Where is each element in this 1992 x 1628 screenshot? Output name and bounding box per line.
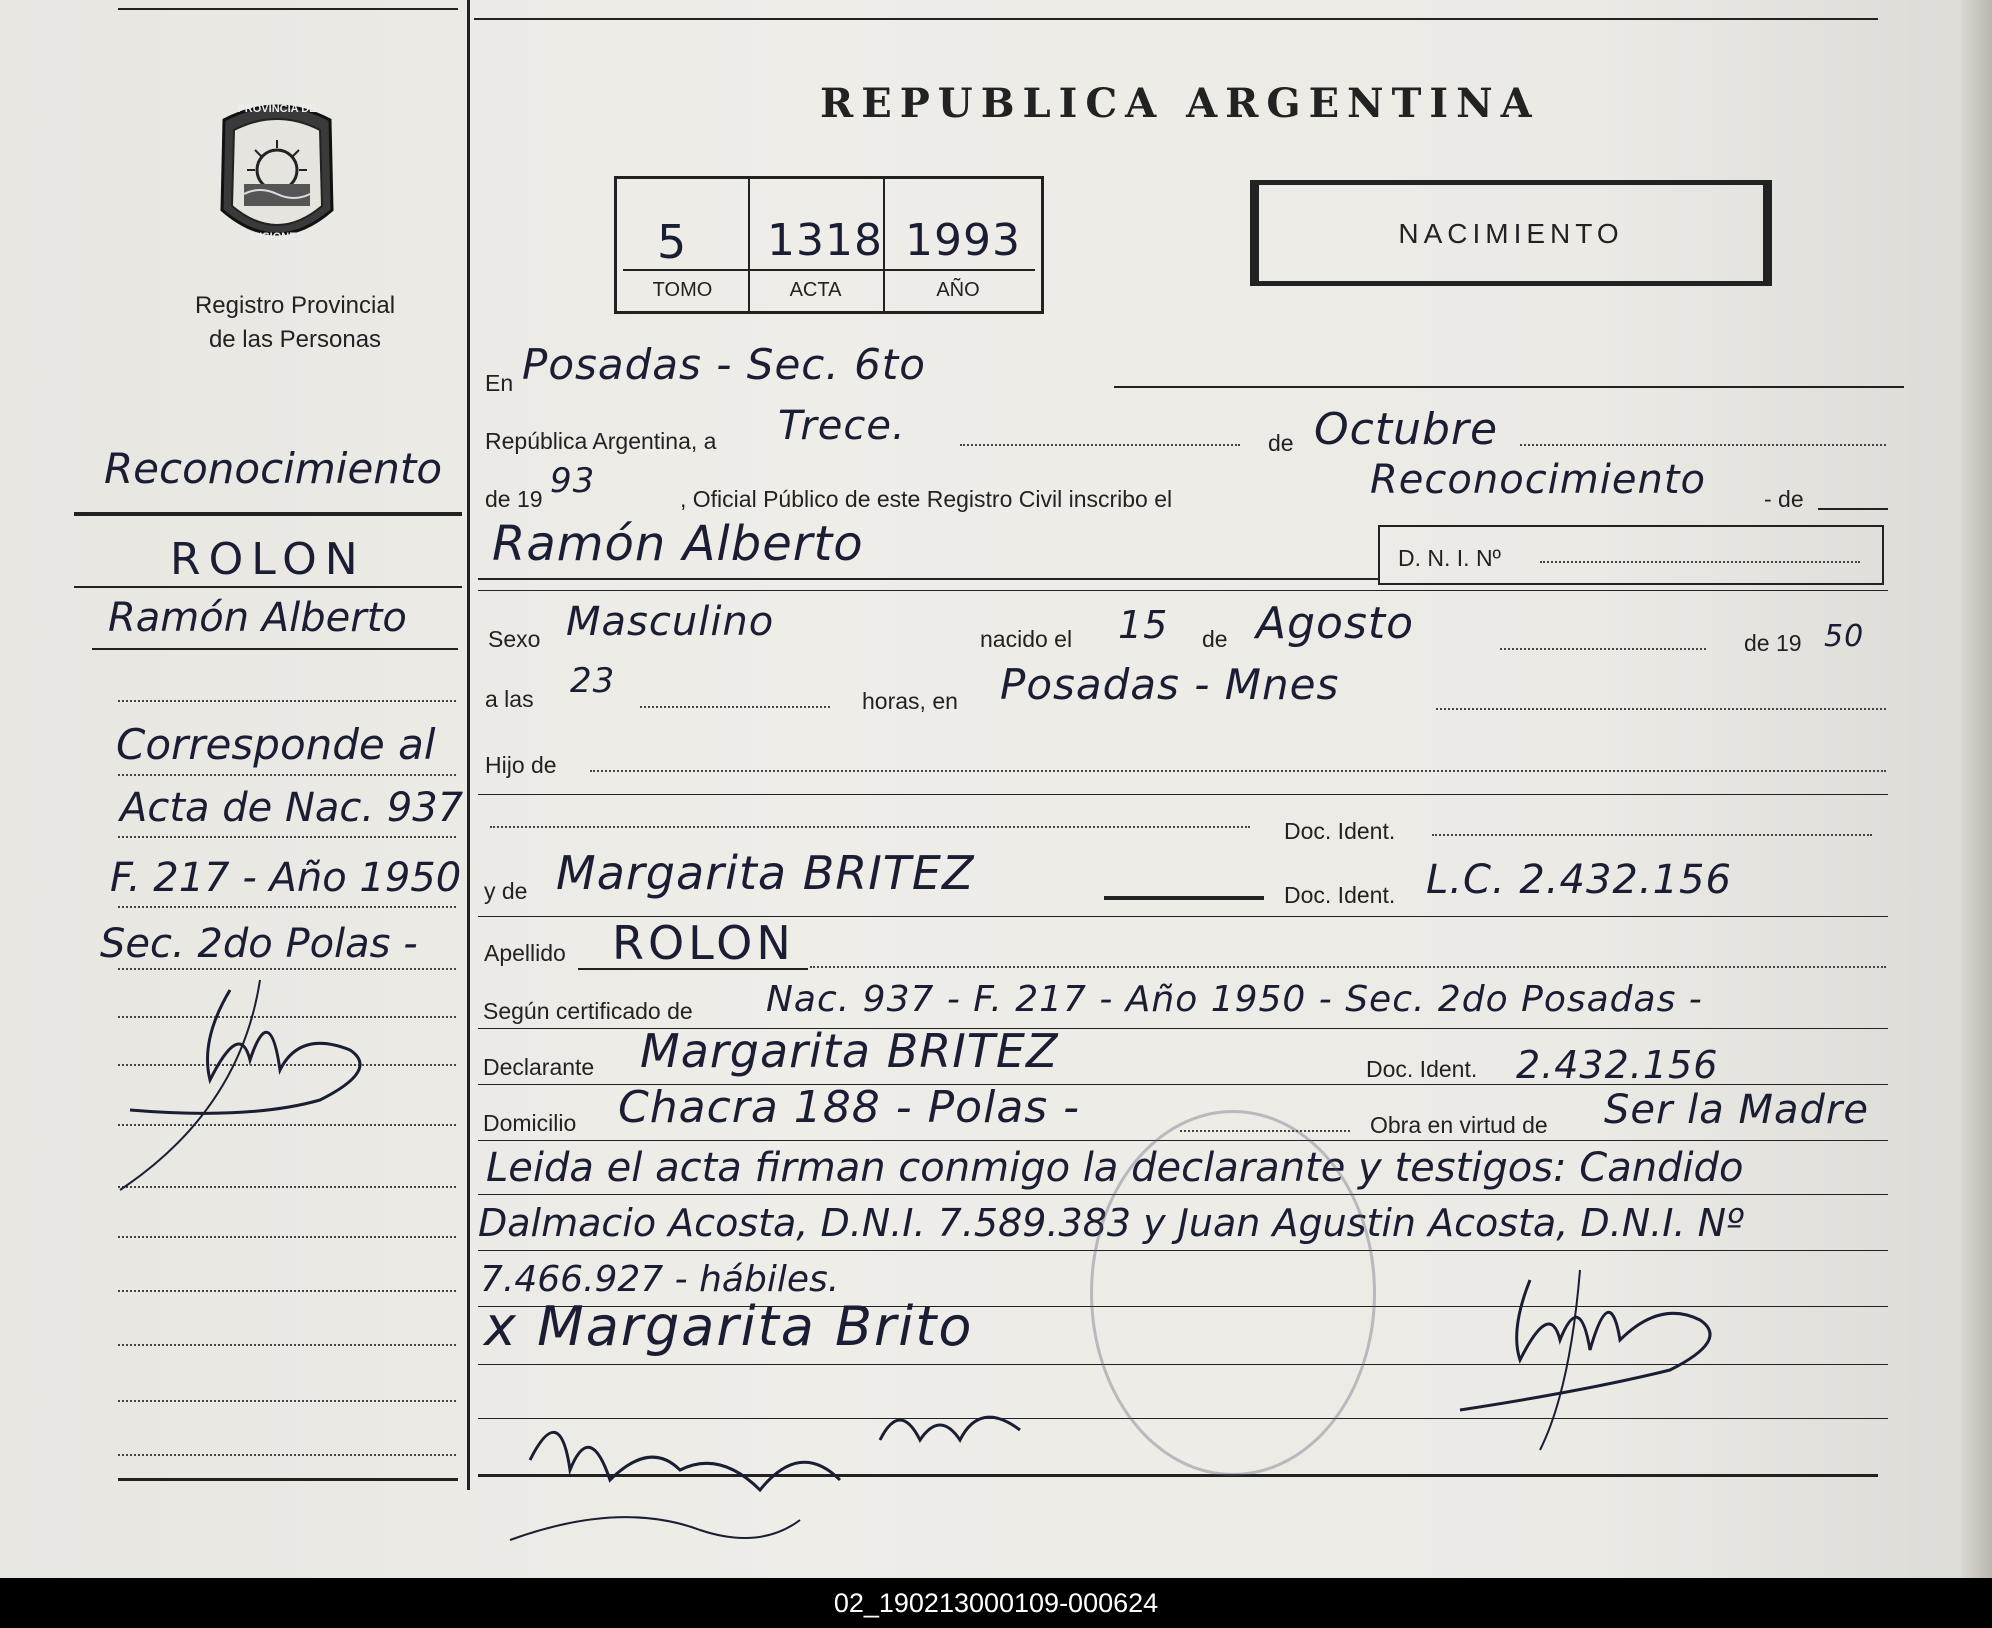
margin-rule-14	[118, 1290, 456, 1292]
hijo-label: Hijo de	[485, 752, 557, 778]
en-value: Posadas - Sec. 6to	[522, 340, 926, 389]
lugar-value: Posadas - Mnes	[1000, 660, 1340, 709]
segun-label: Según certificado de	[483, 998, 693, 1024]
firma-declarante: x Margarita Brito	[484, 1295, 974, 1358]
tipo-value: Reconocimiento	[1370, 457, 1706, 503]
obra-value: Ser la Madre	[1604, 1087, 1869, 1133]
obra-label: Obra en virtud de	[1370, 1112, 1548, 1138]
alas-label: a las	[485, 686, 534, 712]
nac-mes-rule	[1500, 648, 1706, 650]
registry-name-line2: de las Personas	[208, 326, 382, 353]
margin-nota-3: F. 217 - Año 1950	[110, 855, 462, 901]
doc-ident-rule-1	[1432, 834, 1872, 836]
acta-value: 1318	[767, 215, 883, 266]
nombre-rule	[478, 578, 1378, 580]
de19-label-2: de 19	[1744, 630, 1802, 656]
margin-titulo: Reconocimiento	[104, 444, 443, 493]
page-edge	[1962, 0, 1992, 1578]
margin-bottom-rule	[118, 1478, 458, 1481]
nac-dia-value: 15	[1118, 603, 1169, 647]
tomo-label: TOMO	[652, 279, 713, 301]
margin-rule-15	[118, 1344, 456, 1346]
dia-value: Trece.	[778, 403, 906, 449]
margin-rule-3	[92, 648, 458, 650]
de19-label: de 19	[485, 486, 543, 512]
witness-signatures-icon	[500, 1380, 1100, 1560]
en-label: En	[485, 370, 514, 396]
top-rule-left	[118, 8, 458, 10]
mes-value: Octubre	[1314, 404, 1499, 455]
mes-rule	[1520, 444, 1886, 446]
margin-rule-5	[118, 774, 456, 776]
seal-top-text: PROVINCIA DE	[237, 103, 317, 115]
hora-value: 23	[570, 661, 616, 701]
republica-label: República Argentina, a	[485, 428, 717, 454]
ano-value: 1993	[905, 215, 1021, 266]
domicilio-value: Chacra 188 - Polas -	[618, 1082, 1081, 1133]
apellido-label: Apellido	[484, 940, 566, 966]
doc-ident-label-3: Doc. Ident.	[1366, 1056, 1478, 1082]
column-divider	[467, 0, 470, 1490]
certificado-value: Nac. 937 - F. 217 - Año 1950 - Sec. 2do Posadas -	[766, 979, 1703, 1020]
yde-label: y de	[484, 878, 528, 904]
hijo-rule-2	[478, 794, 1888, 795]
official-stamp	[1090, 1110, 1376, 1476]
hijo-rule	[590, 770, 1886, 772]
madre-doc-value: L.C. 2.432.156	[1426, 857, 1732, 903]
declarante-label: Declarante	[483, 1054, 595, 1080]
apellido-value: ROLON	[612, 916, 795, 970]
margin-apellido: ROLON	[170, 534, 366, 585]
margin-rule-7	[118, 906, 456, 908]
margin-nota-2: Acta de Nac. 937	[120, 785, 464, 831]
horas-label: horas, en	[862, 688, 958, 714]
margin-rule-2	[74, 586, 462, 588]
margin-rule-17	[118, 1454, 456, 1456]
de-label-2: - de	[1764, 486, 1804, 512]
hora-rule	[640, 706, 830, 708]
doc-ident-label-1: Doc. Ident.	[1284, 818, 1396, 844]
oficial-label: , Oficial Público de este Registro Civil inscribo el	[680, 486, 1173, 512]
tipo-rule	[1818, 508, 1888, 510]
hijo-rule-3	[490, 826, 1250, 828]
record-number-box	[614, 176, 1044, 314]
nac-ano-value: 50	[1824, 619, 1865, 654]
type-box-label: NACIMIENTO	[1398, 218, 1624, 249]
registrar-signature-icon	[1440, 1240, 1760, 1460]
ano-corto-value: 93	[550, 461, 596, 501]
margin-signature-icon	[110, 960, 410, 1200]
province-seal-icon	[210, 98, 344, 250]
de-label-1: de	[1268, 430, 1294, 456]
type-box	[1250, 180, 1772, 286]
image-caption: 02_190213000109-000624	[0, 1578, 1992, 1628]
nombre-rule-2	[478, 590, 1888, 591]
nombre-value: Ramón Alberto	[492, 516, 864, 572]
ano-label: AÑO	[936, 279, 980, 301]
madre-value: Margarita BRITEZ	[556, 846, 975, 900]
domicilio-label: Domicilio	[483, 1110, 577, 1136]
margin-rule-6	[118, 836, 456, 838]
texto-line-1: Leida el acta firman conmigo la declarante y testigos: Candido	[486, 1145, 1744, 1191]
de-label-3: de	[1202, 626, 1228, 652]
top-rule-right	[474, 18, 1878, 20]
sexo-value: Masculino	[566, 599, 775, 645]
madre-rule	[1104, 896, 1264, 900]
dni-rule	[1540, 561, 1860, 563]
dia-rule	[960, 444, 1240, 446]
tomo-value: 5	[657, 215, 688, 269]
nacido-label: nacido el	[980, 626, 1073, 652]
texto-line-2: Dalmacio Acosta, D.N.I. 7.589.383 y Juan Agustin Acosta, D.N.I. Nº	[478, 1201, 1744, 1245]
registry-name-line1: Registro Provincial	[194, 292, 396, 319]
dni-box	[1378, 525, 1884, 585]
apellido-underline	[578, 968, 808, 970]
sexo-label: Sexo	[488, 626, 541, 652]
acta-label: ACTA	[789, 279, 842, 301]
lugar-rule	[1436, 708, 1886, 710]
en-rule	[1114, 386, 1904, 388]
seal-bottom-text: MISIONES	[250, 231, 304, 243]
texto-line-3: 7.466.927 - hábiles.	[480, 1259, 840, 1300]
margin-rule-16	[118, 1400, 456, 1402]
dni-label: D. N. I. Nº	[1398, 545, 1501, 571]
margin-nombre: Ramón Alberto	[108, 595, 407, 641]
doc-ident-label-2: Doc. Ident.	[1284, 882, 1396, 908]
declarante-doc-value: 2.432.156	[1516, 1043, 1719, 1087]
margin-nota-1: Corresponde al	[116, 720, 436, 769]
nac-mes-value: Agosto	[1256, 598, 1415, 649]
margin-rule-4	[118, 700, 456, 702]
margin-nota-4: Sec. 2do Polas -	[100, 921, 418, 967]
apellido-rule	[810, 966, 1886, 968]
declarante-value: Margarita BRITEZ	[640, 1024, 1059, 1078]
country-title: REPUBLICA ARGENTINA	[820, 80, 1540, 127]
margin-rule-13	[118, 1236, 456, 1238]
margin-rule-1	[74, 512, 462, 516]
